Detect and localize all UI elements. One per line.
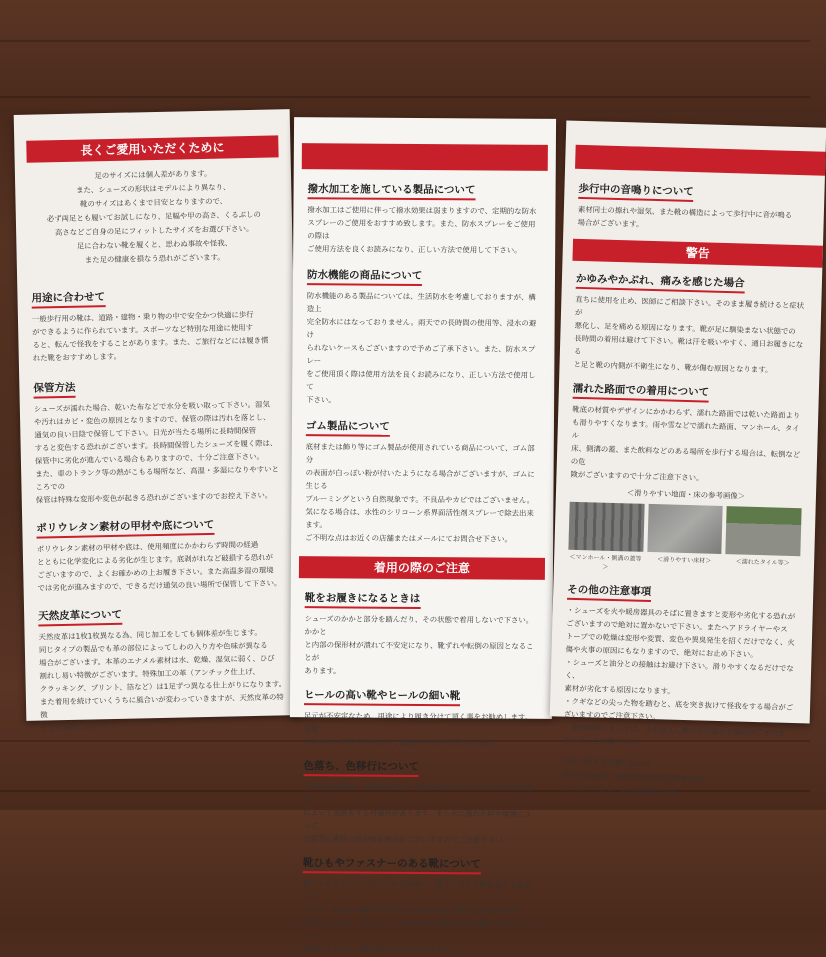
brochure-panel-left	[14, 109, 303, 733]
section-color-transfer	[289, 754, 552, 847]
section-line: 完全防水にはなっておりません。雨天での長時間の使用等、浸水の避け	[306, 317, 537, 340]
section-line: 下さい。緩めた状態で着用すると足を痛めたり思わぬ怪我や事故の	[302, 905, 525, 916]
section-title: かゆみやかぶれ、痛みを感じた場合	[576, 271, 745, 294]
slippery-photos	[554, 484, 816, 576]
section-line: スプレーのご使用をおすすめ致します。また、防水スプレーをご使用の際は	[307, 218, 536, 241]
photo-manhole	[568, 502, 645, 572]
section-line: 場合がございます。	[577, 217, 644, 229]
section-line: シューズのかかと部分を踏んだり、その状態で着用しないで下さい。かかと	[304, 614, 534, 637]
section-line: すると変色する恐れがございます。長時間保管したシューズを履く際は、	[34, 438, 278, 453]
section-line: 靴ひもやファスナーはしっかり締めて、緩んできたら締め直して着用して	[302, 879, 532, 902]
section-line: 原因となります。またシューズを脱がれる際には必ず靴ひもやファスナー	[302, 918, 531, 941]
section-title: その他の注意事項	[567, 582, 651, 602]
section-header-warning: 警告	[572, 239, 823, 268]
section-title: 天然皮革について	[38, 607, 122, 627]
section-rubber	[291, 414, 554, 546]
section-title: ポリウレタン素材の甲材や底について	[36, 517, 214, 539]
section-line: トーブでの乾燥は変形や変質、変色や異臭発生を招くだけでなく、火	[565, 631, 795, 648]
section-line: 靴底の材質やデザインにかかわらず、濡れた路面では乾いた路面より	[572, 404, 801, 421]
section-title: 保管方法	[33, 380, 75, 399]
section-line: 保管中に劣化が進んでいる場合もありますので、十分ご注意下さい。	[34, 451, 264, 466]
section-line: も滑りやすくなります。雨や雪などで濡れた路面、マンホール、タイル	[571, 417, 800, 440]
section-line: ございますので、よくお確かめの上お履き下さい。また高温多湿の環境	[37, 565, 274, 580]
section-line: ・クギなどの尖った物を踏むと、底を突き抜けて怪我をする場合がご	[564, 696, 794, 713]
intro-line: また足の健康を損なう恐れがございます。	[84, 252, 225, 265]
section-title: 靴ひもやファスナーのある靴について	[303, 855, 481, 874]
section-line: 険がございますので十分ご注意下さい。	[570, 469, 704, 483]
section-line: れた靴をおすすめします。	[32, 351, 122, 363]
section-line: 同じタイプの製品でも革の部位によってしわの入り方や色味が異なる	[38, 640, 268, 655]
section-wet-roads	[556, 376, 819, 487]
section-line: 下さい。	[306, 395, 336, 405]
section-line: ができるように作られています。スポーツなど特別な用途に使用す	[32, 322, 254, 337]
contact-company: 株式会社fitfit 東京都世田谷区用賀4-10-1	[561, 770, 705, 784]
section-line: と内部の保形材が潰れて不安定になり、靴ずれや転倒の原因となることが	[304, 640, 534, 663]
section-line: ご不明な点はお近くの店舗またはメールにてお問合せ下さい。	[305, 533, 512, 544]
section-title: ゴム製品について	[306, 418, 390, 437]
section-title: 撥水加工を施している製品について	[308, 181, 476, 200]
section-line: ブルーミングという自然現象です。不良品やカビではございません。	[305, 494, 535, 505]
contact-email: メールアドレス：info@fitfit.co.jp	[561, 784, 677, 797]
section-line: 天然皮革は1枚1枚異なる為、同じ加工をしても個体差が生じます。	[38, 627, 262, 642]
section-line: ご使用方法を良くお読みになり、正しい方法で使用して下さい。	[307, 244, 522, 255]
intro-line: 靴のサイズはあくまで目安となりますので、	[79, 196, 228, 209]
section-storage	[19, 371, 298, 507]
section-line: としてお楽しみ下さい。	[40, 721, 122, 733]
section-line: また着用を続けていくうちに風合いが変わっていきますが、天然皮革の特徴	[39, 692, 284, 720]
section-itching	[559, 266, 822, 377]
section-leather	[24, 599, 303, 735]
brochure-panel-middle	[290, 117, 556, 955]
section-line: 衣類等に素材の色が移る場合がございますのでご注意下さい。	[303, 834, 511, 845]
brochure-panel-right	[550, 120, 826, 797]
section-title: 濡れた路面での着用について	[573, 381, 710, 403]
section-line: 撥水加工はご使用に伴って撥水効果は弱まりますので、定期的な防水	[307, 205, 537, 216]
section-polyurethane	[22, 511, 300, 595]
section-header-wearing: 着用の際のご注意	[299, 556, 545, 580]
section-line: 素材が劣化する原因になります。	[564, 683, 675, 696]
section-line: 底材または飾り等にゴム製品が使用されている商品について、ゴム部分	[305, 442, 535, 465]
section-line: クラッキング、プリント、箔など）は1足ずつ異なる仕上がりになります。	[39, 679, 287, 694]
intro-line: 足に合わない靴を履くと、思わぬ事故や怪我、	[76, 238, 233, 251]
section-line: ポリウレタン素材の甲材や底は、使用頻度にかかわらず時間の経過	[36, 539, 259, 554]
photo-caption: ＜濡れたタイル等＞	[735, 558, 790, 567]
section-line: 傷や火事の原因にもなりますので、絶対にお止め下さい。	[565, 644, 758, 660]
section-line: られないケースもございますので予めご了承下さい。また、防水スプレー	[306, 343, 536, 366]
section-line: ・使用環境によっては、水が浸入し靴の中が濡れる場合がございま	[563, 722, 786, 738]
section-title: 歩行中の音鳴りについて	[578, 181, 694, 202]
section-title: 用途に合わせて	[31, 289, 105, 309]
photo-tile	[725, 506, 802, 576]
section-line: ・シューズを火や暖房器具のそばに置きますと変形や劣化する恐れが	[566, 605, 796, 622]
section-line: 場合がございます。本革のエナメル素材は水、乾燥、湿気に弱く、ひび	[39, 653, 275, 668]
section-line: をご使用頂く際は使用方法を良くお読みになり、正しい方法で使用して	[306, 369, 536, 392]
section-line: ございますので絶対に置かないで下さい。またヘアドライヤーやス	[566, 618, 788, 634]
section-line: の表面が白っぽい粉が付いたようになる場合がございますが、ゴムに生じる	[305, 468, 535, 491]
section-line: 悪化し、足を痛める原因になります。靴が足に馴染まない状態での	[574, 320, 796, 336]
section-line: ・シューズと油分との接触はお避け下さい。滑りやすくなるだけでなく、	[564, 657, 794, 681]
intro-line: 高さなどご自身の足にフィットしたサイズをお選び下さい。	[54, 223, 254, 238]
top-red-band	[302, 143, 548, 171]
section-title: 靴をお履きになるときは	[305, 590, 421, 609]
section-line: 直ちに使用を止め、医師にご相談下さい。そのまま履き続けると症状が	[574, 294, 805, 318]
section-title: 防水機能の商品について	[307, 267, 422, 286]
section-line: や汚れはカビ・変色の原因となりますので、保管の際は汚れを落とし、	[34, 412, 271, 427]
contact-title: 内容に関するお問い合わせ	[562, 756, 652, 769]
section-line: シューズが濡れた場合、乾いた布などで水分を吸い取って下さい。湿気	[33, 399, 270, 414]
section-putting-on	[290, 586, 553, 679]
section-squeaking	[563, 176, 824, 235]
section-line: 通気の良い日陰で保管して下さい。日光が当たる場所に長時間保管	[34, 425, 257, 440]
photos-title: ＜滑りやすい地面・床の参考画像＞	[626, 488, 746, 501]
section-line: 割れし易い特徴がございます。特殊加工の革（アンチック仕上げ、	[39, 666, 260, 681]
section-line: によって色落ちする可能性があります。また水に濡れた時や摩擦によって	[303, 808, 532, 831]
contact-block	[547, 754, 808, 803]
section-line: 足元が不安定なため、用途により履き分けて頂く事をお勧めします。用途	[303, 711, 533, 734]
section-line: とともに化学変化による劣化が生じます。底剥がれなど破損する恐れが	[36, 552, 274, 567]
intro-line: また、シューズの形状はモデルにより異なり、	[76, 182, 231, 195]
photo-floor	[646, 504, 723, 574]
section-line: と足と靴の内側が不衛生になり、靴が傷む原因となります。	[573, 359, 773, 375]
section-title: ヒールの高い靴やヒールの細い靴	[304, 687, 460, 706]
section-line: 防水機能のある製品については、生活防水を考慮しておりますが、構造上	[306, 291, 536, 314]
section-usage	[17, 281, 295, 365]
section-line: を解いて下さい。靴を傷めることになります。	[302, 944, 457, 955]
section-line: また、車のトランク等の熱がこもる場所など、高温・多湿になりやすいところでの	[35, 464, 280, 492]
section-line: 素材同士の擦れや湿気、また靴の構造によって歩行中に音が鳴る	[577, 204, 793, 220]
section-line: あります。	[304, 666, 341, 676]
photo-caption: ＜滑りやすい床材＞	[657, 556, 712, 565]
section-waterproof	[292, 263, 555, 408]
top-red-band	[575, 145, 826, 176]
section-title: 色落ち、色移行について	[303, 758, 418, 777]
section-line: にあわない着用をされますと破損や怪我の原因となります。	[303, 737, 503, 748]
section-line: ると、転んで怪我をすることがあります。また、ご旅行などには履き慣	[32, 335, 269, 350]
section-line: 気になる場合は、水性のシリコーン系界面活性剤スプレーで除去出来ます。	[305, 507, 534, 530]
intro-line: 必ず両足とも履いてお試しになり、足幅や甲の高さ、くるぶしの	[46, 209, 261, 224]
section-line: では劣化が進みますので、できるだけ通気の良い場所で保管して下さい。	[37, 578, 282, 593]
section-line: 床、側溝の蓋、また飲料などのある場所を歩行する場合は、転倒などの危	[570, 443, 801, 467]
section-line: ざいますのでご注意下さい。	[563, 709, 660, 722]
section-high-heels	[290, 683, 552, 750]
section-line: 保管は特殊な変形や変色が起きる恐れがございますのでお控え下さい。	[35, 490, 273, 505]
section-water-repellent	[293, 177, 556, 257]
section-laces-zippers	[288, 851, 551, 957]
section-line: 長時間の着用は避けて下さい。靴は汗を吸いやすく、通日お履きになる	[573, 333, 804, 356]
section-other-notes	[549, 577, 814, 753]
section-line: 一般歩行用の靴は、道路・建物・乗り物の中で安全かつ快適に歩行	[31, 309, 254, 324]
intro-text	[15, 165, 293, 269]
intro-line: 足のサイズには個人差があります。	[94, 168, 212, 181]
section-header-care: 長くご愛用いただくために	[26, 135, 278, 162]
section-line: すので、ご注意下さい。	[562, 735, 645, 747]
photo-caption: ＜マンホール・側溝の蓋等＞	[569, 553, 642, 571]
section-line: 天然皮革や綿布、合成樹脂等は、通常の使用においても発汗や経年変化	[303, 782, 533, 805]
